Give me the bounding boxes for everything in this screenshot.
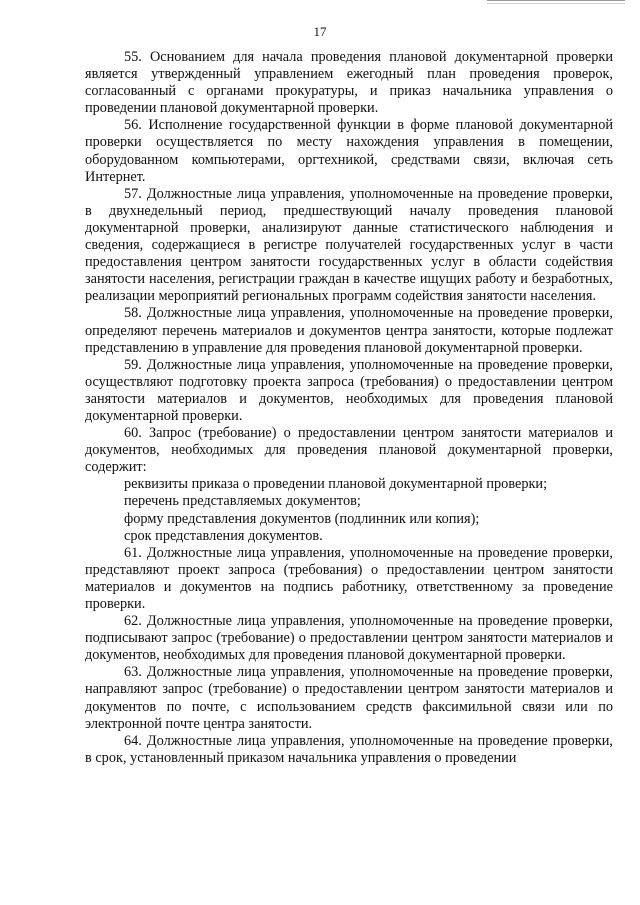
paragraph-56: 56. Исполнение государственной функции в форме плановой документарной проверки осуществляется по месту нахождения управления в помещении, оборудованном компьютерами, оргтехникой, средствами связи, включая сеть Интернет. xyxy=(85,117,613,185)
top-edge-rule xyxy=(487,0,625,4)
list-item-documents-list: перечень представляемых документов; xyxy=(124,493,361,510)
paragraph-58: 58. Должностные лица управления, уполномоченные на проведение проверки, определяют перечень материалов и документов центра занятости, которые подлежат представлению в управление для проведения плановой документарной проверки. xyxy=(85,305,613,356)
list-item-deadline: срок представления документов. xyxy=(124,527,323,544)
paragraph-63: 63. Должностные лица управления, уполномоченные на проведение проверки, направляют запрос (требование) о предоставлении центром занятости материалов и документов по почте, с использованием средств факсимильной связи или по электронной почте центра занятости. xyxy=(85,664,613,732)
page-number: 17 xyxy=(313,24,327,39)
paragraph-61: 61. Должностные лица управления, уполномоченные на проведение проверки, представляют проект запроса (требования) о предоставлении центром занятости материалов и документов на подпись работнику, ответственному за проведение проверки. xyxy=(85,544,613,612)
paragraph-55: 55. Основанием для начала проведения плановой документарной проверки является утвержденный управлением ежегодный план проведения проверок, согласованный с органами прокуратуры, и приказ начальника управления о проведении плановой документарной проверки. xyxy=(85,49,613,117)
paragraph-64: 64. Должностные лица управления, уполномоченные на проведение проверки, в срок, установленный приказом начальника управления о проведении xyxy=(85,732,613,766)
paragraph-59: 59. Должностные лица управления, уполномоченные на проведение проверки, осуществляют подготовку проекта запроса (требования) о предоставлении центром занятости материалов и документов, необходимых для проведения плановой документарной проверки. xyxy=(85,356,613,424)
list-item-document-form: форму представления документов (подлинник или копия); xyxy=(124,510,480,527)
list-item-order-details: реквизиты приказа о проведении плановой документарной проверки; xyxy=(124,476,548,493)
paragraph-62: 62. Должностные лица управления, уполномоченные на проведение проверки, подписывают запрос (требование) о предоставлении центром занятости материалов и документов, необходимых для проведения плановой документарной проверки. xyxy=(85,613,613,664)
paragraph-60: 60. Запрос (требование) о предоставлении центром занятости материалов и документов, необходимых для проведения плановой документарной проверки, содержит: xyxy=(85,425,613,476)
document-body xyxy=(85,49,613,767)
paragraph-57: 57. Должностные лица управления, уполномоченные на проведение проверки, в двухнедельный период, предшествующий началу проведения плановой документарной проверки, анализируют данные статистического наблюдения и сведения, содержащиеся в регистре получателей государственных услуг в части предоставления центром занятости государственных услуг в области содействия занятости населения, регистрации граждан в качестве ищущих работу и безработных, реализации мероприятий региональных программ содействия занятости населения. xyxy=(85,185,613,305)
